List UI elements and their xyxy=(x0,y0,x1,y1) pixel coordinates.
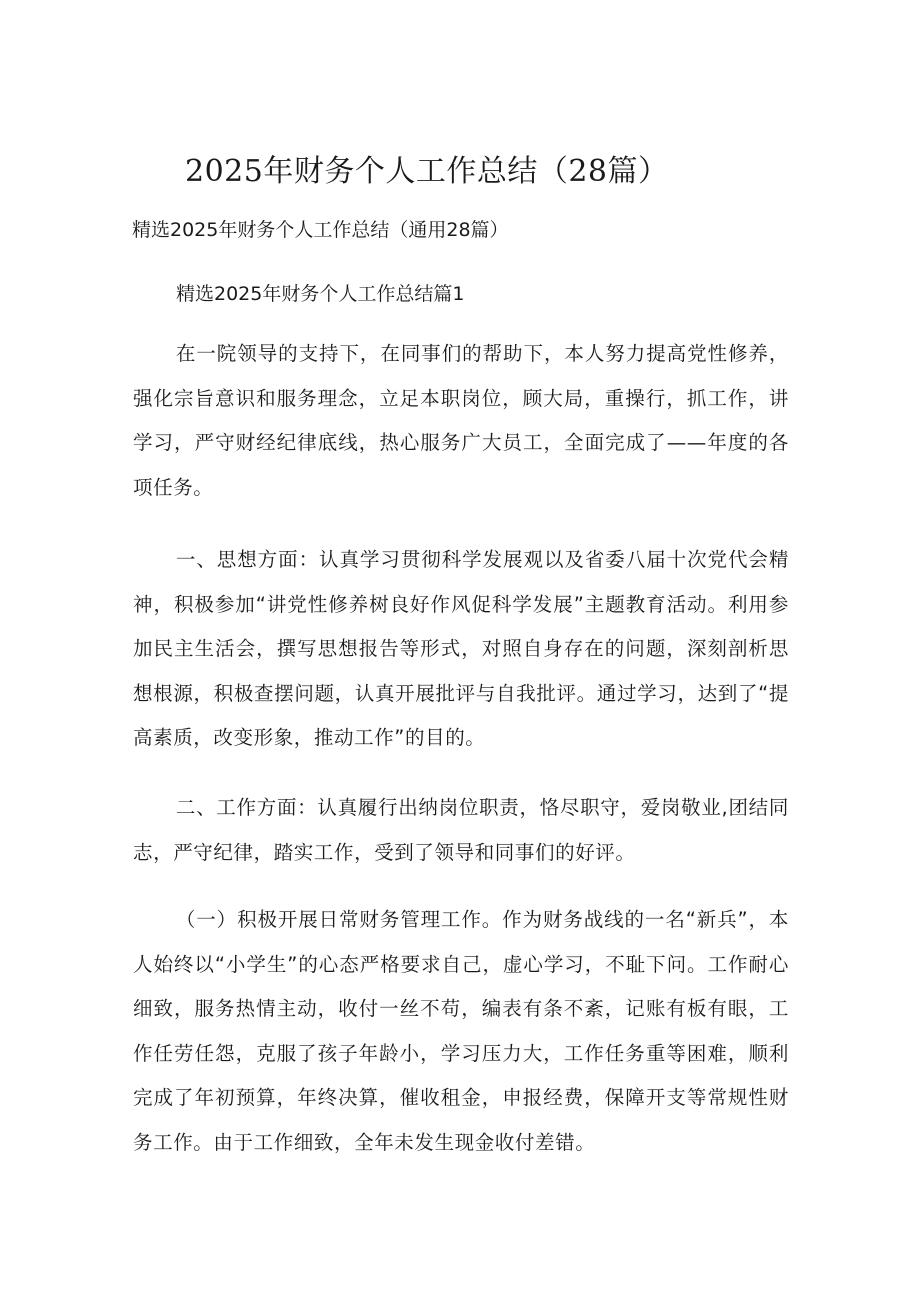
paragraph-intro: 在一院领导的支持下，在同事们的帮助下，本人努力提高党性修养，强化宗旨意识和服务理念，立足本职岗位，顾大局，重操行，抓工作，讲学习，严守财经纪律底线，热心服务广大员工，全面完成了——年度的各项任务。 xyxy=(133,342,789,499)
section-heading: 精选2025年财务个人工作总结篇1 xyxy=(176,283,465,305)
document-subtitle: 精选2025年财务个人工作总结（通用28篇） xyxy=(132,219,509,241)
paragraph-work: 二、工作方面：认真履行出纳岗位职责，恪尽职守，爱岗敬业,团结同志，严守纪律，踏实工作，受到了领导和同事们的好评。 xyxy=(133,796,789,864)
paragraph-daily-finance: （一）积极开展日常财务管理工作。作为财务战线的一名“新兵”，本人始终以“小学生”的心态严格要求自己，虚心学习，不耻下问。工作耐心细致，服务热情主动，收付一丝不苟，编表有条不紊，记账有板有眼，工作任劳任怨，克服了孩子年龄小，学习压力大，工作任务重等困难，顺利完成了年初预算，年终决算，催收租金，申报经费，保障开支等常规性财务工作。由于工作细致，全年未发生现金收付差错。 xyxy=(133,908,789,1154)
document-title: 2025年财务个人工作总结（28篇） xyxy=(185,154,669,189)
paragraph-thought: 一、思想方面：认真学习贯彻科学发展观以及省委八届十次党代会精神，积极参加“讲党性修养树良好作风促科学发展”主题教育活动。利用参加民主生活会，撰写思想报告等形式，对照自身存在的问题，深刻剖析思想根源，积极查摆问题，认真开展批评与自我批评。通过学习，达到了“提高素质，改变形象，推动工作”的目的。 xyxy=(133,548,789,750)
